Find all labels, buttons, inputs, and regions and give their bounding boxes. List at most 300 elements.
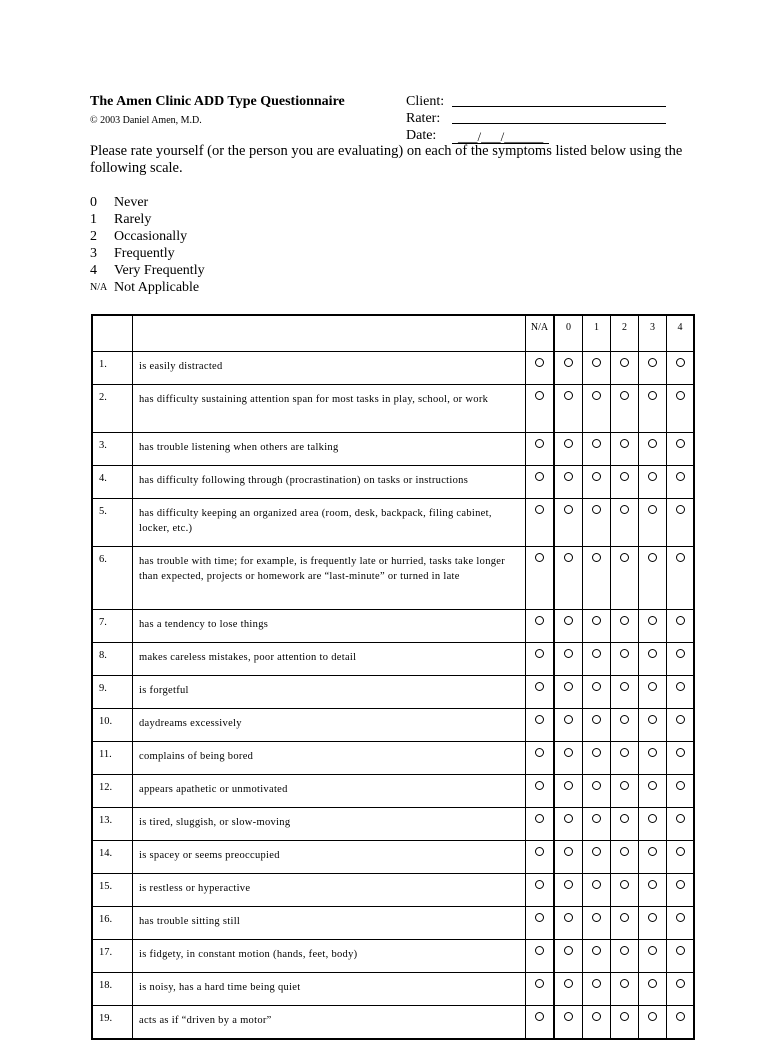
rating-radio-circle[interactable]	[648, 979, 657, 988]
rating-cell	[526, 352, 555, 385]
scale-label: Frequently	[114, 246, 175, 261]
scale-key: 2	[90, 229, 97, 244]
rating-cell	[526, 676, 555, 709]
item-number: 3.	[92, 433, 133, 466]
rating-cell	[554, 1006, 583, 1040]
table-row	[92, 841, 694, 874]
rating-radio-circle[interactable]	[592, 616, 601, 625]
rating-radio-circle[interactable]	[620, 880, 629, 889]
table-row	[92, 973, 694, 1006]
item-number: 5.	[92, 499, 133, 547]
rating-cell	[667, 676, 695, 709]
rating-cell	[526, 940, 555, 973]
rating-radio-circle[interactable]	[648, 358, 657, 367]
rating-radio-circle[interactable]	[592, 781, 601, 790]
rating-radio-circle[interactable]	[676, 553, 685, 562]
rating-cell	[583, 643, 611, 676]
rating-radio-circle[interactable]	[592, 358, 601, 367]
rating-cell	[526, 433, 555, 466]
item-number: 11.	[92, 742, 133, 775]
rating-cell	[526, 547, 555, 610]
item-number: 18.	[92, 973, 133, 1006]
scale-label: Rarely	[114, 212, 152, 227]
client-label: Client:	[406, 94, 445, 109]
rating-radio-circle[interactable]	[620, 748, 629, 757]
rating-cell	[639, 466, 667, 499]
rating-cell	[583, 433, 611, 466]
rating-cell	[639, 499, 667, 547]
item-number: 9.	[92, 676, 133, 709]
rating-radio-circle[interactable]	[676, 439, 685, 448]
rating-radio-circle[interactable]	[648, 472, 657, 481]
scale-key: N/A	[90, 282, 108, 293]
item-text: has trouble sitting still	[133, 907, 526, 940]
item-number: 7.	[92, 610, 133, 643]
copyright-notice: © 2003 Daniel Amen, M.D.	[90, 115, 202, 126]
rating-cell	[554, 499, 583, 547]
rating-cell	[667, 709, 695, 742]
rating-cell	[611, 352, 639, 385]
rating-cell	[526, 775, 555, 808]
rating-radio-circle[interactable]	[620, 1012, 629, 1021]
rating-cell	[611, 466, 639, 499]
rating-radio-circle[interactable]	[564, 814, 573, 823]
rating-radio-circle[interactable]	[592, 649, 601, 658]
rating-radio-circle[interactable]	[676, 781, 685, 790]
questionnaire-table	[91, 314, 695, 1040]
instructions-text: Please rate yourself (or the person you are evaluating) on each of the symptoms listed below using the following scale.	[90, 143, 683, 176]
rating-radio-circle[interactable]	[620, 682, 629, 691]
rating-cell	[667, 1006, 695, 1040]
rating-radio-circle[interactable]	[676, 358, 685, 367]
rating-radio-circle[interactable]	[535, 748, 544, 757]
rating-radio-circle[interactable]	[535, 649, 544, 658]
rating-radio-circle[interactable]	[564, 781, 573, 790]
rating-radio-circle[interactable]	[592, 391, 601, 400]
rating-cell	[611, 433, 639, 466]
header-left	[90, 93, 345, 128]
rating-cell	[554, 742, 583, 775]
rating-cell	[583, 610, 611, 643]
rating-radio-circle[interactable]	[676, 715, 685, 724]
rating-radio-circle[interactable]	[564, 505, 573, 514]
rating-cell	[639, 547, 667, 610]
column-header: 2	[611, 315, 639, 352]
rating-radio-circle[interactable]	[564, 439, 573, 448]
rating-cell	[583, 907, 611, 940]
rating-cell	[526, 742, 555, 775]
rating-radio-circle[interactable]	[676, 814, 685, 823]
table-row	[92, 940, 694, 973]
item-text: is fidgety, in constant motion (hands, feet, body)	[133, 940, 526, 973]
rating-cell	[667, 433, 695, 466]
rating-cell	[667, 907, 695, 940]
rating-radio-circle[interactable]	[648, 781, 657, 790]
rating-cell	[611, 775, 639, 808]
client-field[interactable]	[452, 94, 666, 107]
table-row	[92, 643, 694, 676]
item-text: is forgetful	[133, 676, 526, 709]
rating-radio-circle[interactable]	[676, 472, 685, 481]
rating-radio-circle[interactable]	[564, 748, 573, 757]
item-text: makes careless mistakes, poor attention to detail	[133, 643, 526, 676]
rating-radio-circle[interactable]	[620, 781, 629, 790]
rating-radio-circle[interactable]	[564, 913, 573, 922]
column-header: N/A	[526, 315, 555, 352]
rating-radio-circle[interactable]	[676, 649, 685, 658]
rating-cell	[583, 499, 611, 547]
rating-cell	[611, 841, 639, 874]
rating-cell	[667, 808, 695, 841]
rating-radio-circle[interactable]	[648, 553, 657, 562]
rating-cell	[554, 547, 583, 610]
table-header-row	[92, 315, 694, 352]
rating-radio-circle[interactable]	[620, 553, 629, 562]
rating-radio-circle[interactable]	[564, 391, 573, 400]
rating-cell	[583, 973, 611, 1006]
date-field[interactable]: ___/___/______	[452, 130, 549, 144]
rating-cell	[667, 610, 695, 643]
rater-field[interactable]	[452, 111, 666, 124]
rating-radio-circle[interactable]	[648, 391, 657, 400]
rating-radio-circle[interactable]	[592, 472, 601, 481]
rating-cell	[611, 940, 639, 973]
rating-cell	[583, 1006, 611, 1040]
rating-radio-circle[interactable]	[648, 913, 657, 922]
rating-cell	[611, 610, 639, 643]
rating-cell	[554, 385, 583, 433]
rating-cell	[526, 466, 555, 499]
rating-cell	[583, 940, 611, 973]
rating-radio-circle[interactable]	[676, 505, 685, 514]
table-row	[92, 499, 694, 547]
rating-radio-circle[interactable]	[648, 847, 657, 856]
scale-item	[90, 194, 205, 211]
table-row	[92, 907, 694, 940]
rating-radio-circle[interactable]	[564, 1012, 573, 1021]
item-number: 6.	[92, 547, 133, 610]
rating-cell	[611, 742, 639, 775]
rating-cell	[639, 907, 667, 940]
rating-radio-circle[interactable]	[564, 847, 573, 856]
rating-radio-circle[interactable]	[620, 715, 629, 724]
rating-cell	[611, 1006, 639, 1040]
table-row	[92, 433, 694, 466]
rating-cell	[639, 940, 667, 973]
scale-label: Never	[114, 195, 149, 210]
item-number: 16.	[92, 907, 133, 940]
rating-cell	[583, 775, 611, 808]
rating-cell	[639, 643, 667, 676]
rating-cell	[667, 643, 695, 676]
rating-radio-circle[interactable]	[620, 391, 629, 400]
rating-radio-circle[interactable]	[676, 391, 685, 400]
rating-cell	[639, 610, 667, 643]
item-number: 14.	[92, 841, 133, 874]
rating-cell	[583, 547, 611, 610]
rating-cell	[639, 742, 667, 775]
scale-label: Not Applicable	[114, 280, 200, 295]
rating-radio-circle[interactable]	[648, 616, 657, 625]
rating-cell	[611, 643, 639, 676]
scale-key: 3	[90, 246, 97, 261]
rating-cell	[667, 973, 695, 1006]
rating-cell	[583, 676, 611, 709]
rating-radio-circle[interactable]	[648, 682, 657, 691]
rating-radio-circle[interactable]	[535, 847, 544, 856]
rating-cell	[611, 973, 639, 1006]
rating-radio-circle[interactable]	[592, 880, 601, 889]
document-title: The Amen Clinic ADD Type Questionnaire	[90, 94, 345, 109]
rater-row	[406, 110, 666, 127]
rating-radio-circle[interactable]	[535, 616, 544, 625]
rating-radio-circle[interactable]	[676, 880, 685, 889]
table-row	[92, 808, 694, 841]
scale-item	[90, 279, 205, 296]
item-number: 10.	[92, 709, 133, 742]
item-number: 1.	[92, 352, 133, 385]
rating-radio-circle[interactable]	[676, 748, 685, 757]
rating-cell	[526, 385, 555, 433]
rating-cell	[639, 1006, 667, 1040]
item-text: acts as if “driven by a motor”	[133, 1006, 526, 1040]
item-text: has trouble listening when others are talking	[133, 433, 526, 466]
item-text: has difficulty following through (procrastination) on tasks or instructions	[133, 466, 526, 499]
rating-radio-circle[interactable]	[535, 682, 544, 691]
rating-cell	[611, 808, 639, 841]
item-number: 12.	[92, 775, 133, 808]
rating-radio-circle[interactable]	[648, 715, 657, 724]
item-number: 19.	[92, 1006, 133, 1040]
rating-radio-circle[interactable]	[620, 358, 629, 367]
table-row	[92, 1006, 694, 1040]
rating-radio-circle[interactable]	[648, 1012, 657, 1021]
scale-label: Very Frequently	[114, 263, 205, 278]
column-header: 1	[583, 315, 611, 352]
rating-cell	[667, 940, 695, 973]
rating-radio-circle[interactable]	[676, 616, 685, 625]
rating-radio-circle[interactable]	[564, 616, 573, 625]
table-row	[92, 547, 694, 610]
scale-item	[90, 262, 205, 279]
rating-cell	[667, 841, 695, 874]
rating-cell	[667, 547, 695, 610]
rating-cell	[583, 808, 611, 841]
rating-cell	[639, 385, 667, 433]
table-row	[92, 466, 694, 499]
item-text: has a tendency to lose things	[133, 610, 526, 643]
rating-radio-circle[interactable]	[564, 682, 573, 691]
rating-radio-circle[interactable]	[535, 439, 544, 448]
rating-radio-circle[interactable]	[535, 880, 544, 889]
rating-cell	[583, 709, 611, 742]
rating-cell	[639, 973, 667, 1006]
column-header: 4	[667, 315, 695, 352]
table-row	[92, 352, 694, 385]
rating-cell	[583, 352, 611, 385]
rating-cell	[611, 547, 639, 610]
rating-radio-circle[interactable]	[620, 439, 629, 448]
rating-radio-circle[interactable]	[592, 505, 601, 514]
item-text: has trouble with time; for example, is frequently late or hurried, tasks take longer than expected, projects or homework are “last-minute” or turned in late	[133, 547, 526, 610]
rating-cell	[667, 742, 695, 775]
item-text: is easily distracted	[133, 352, 526, 385]
rating-radio-circle[interactable]	[592, 814, 601, 823]
header-blank-cell	[133, 315, 526, 352]
table-row	[92, 775, 694, 808]
rating-cell	[667, 352, 695, 385]
rating-cell	[639, 874, 667, 907]
rating-cell	[611, 874, 639, 907]
rating-radio-circle[interactable]	[676, 682, 685, 691]
rating-cell	[583, 385, 611, 433]
item-text: appears apathetic or unmotivated	[133, 775, 526, 808]
date-label: Date:	[406, 128, 437, 143]
rating-radio-circle[interactable]	[676, 979, 685, 988]
table-row	[92, 610, 694, 643]
item-text: is spacey or seems preoccupied	[133, 841, 526, 874]
rating-cell	[611, 385, 639, 433]
rating-radio-circle[interactable]	[564, 649, 573, 658]
rating-radio-circle[interactable]	[648, 649, 657, 658]
rating-radio-circle[interactable]	[620, 979, 629, 988]
rating-radio-circle[interactable]	[620, 505, 629, 514]
rating-radio-circle[interactable]	[535, 814, 544, 823]
rating-radio-circle[interactable]	[648, 748, 657, 757]
item-number: 17.	[92, 940, 133, 973]
rating-radio-circle[interactable]	[592, 439, 601, 448]
rating-cell	[667, 499, 695, 547]
rating-radio-circle[interactable]	[648, 880, 657, 889]
rating-cell	[526, 973, 555, 1006]
rating-cell	[554, 973, 583, 1006]
item-number: 8.	[92, 643, 133, 676]
item-text: complains of being bored	[133, 742, 526, 775]
rating-cell	[583, 466, 611, 499]
rating-radio-circle[interactable]	[648, 505, 657, 514]
rating-cell	[554, 676, 583, 709]
rating-radio-circle[interactable]	[564, 358, 573, 367]
rating-cell	[583, 841, 611, 874]
rating-cell	[639, 841, 667, 874]
rating-radio-circle[interactable]	[535, 358, 544, 367]
rating-radio-circle[interactable]	[535, 472, 544, 481]
table-row	[92, 385, 694, 433]
rating-radio-circle[interactable]	[564, 553, 573, 562]
rating-cell	[526, 841, 555, 874]
rating-radio-circle[interactable]	[592, 715, 601, 724]
rating-radio-circle[interactable]	[535, 946, 544, 955]
rating-cell	[526, 499, 555, 547]
rating-cell	[526, 643, 555, 676]
rating-cell	[554, 352, 583, 385]
rating-radio-circle[interactable]	[620, 472, 629, 481]
item-number: 2.	[92, 385, 133, 433]
rating-cell	[667, 466, 695, 499]
rating-radio-circle[interactable]	[564, 979, 573, 988]
rating-radio-circle[interactable]	[676, 847, 685, 856]
rating-radio-circle[interactable]	[648, 439, 657, 448]
rating-cell	[526, 610, 555, 643]
rating-radio-circle[interactable]	[620, 616, 629, 625]
rating-radio-circle[interactable]	[620, 913, 629, 922]
rating-cell	[554, 775, 583, 808]
scale-label: Occasionally	[114, 229, 188, 244]
item-number: 13.	[92, 808, 133, 841]
rating-radio-circle[interactable]	[648, 946, 657, 955]
rating-radio-circle[interactable]	[535, 781, 544, 790]
rating-cell	[611, 907, 639, 940]
rating-cell	[554, 841, 583, 874]
rating-radio-circle[interactable]	[676, 1012, 685, 1021]
rating-radio-circle[interactable]	[564, 946, 573, 955]
rating-radio-circle[interactable]	[535, 913, 544, 922]
rating-radio-circle[interactable]	[592, 979, 601, 988]
rating-cell	[554, 874, 583, 907]
rating-radio-circle[interactable]	[592, 682, 601, 691]
column-header: 0	[554, 315, 583, 352]
rating-radio-circle[interactable]	[535, 979, 544, 988]
scale-key: 0	[90, 195, 97, 210]
rating-cell	[583, 874, 611, 907]
rating-radio-circle[interactable]	[535, 715, 544, 724]
rating-radio-circle[interactable]	[620, 946, 629, 955]
rating-cell	[611, 709, 639, 742]
rating-radio-circle[interactable]	[564, 715, 573, 724]
rating-cell	[667, 874, 695, 907]
column-header: 3	[639, 315, 667, 352]
rating-cell	[611, 676, 639, 709]
rating-cell	[667, 775, 695, 808]
rating-radio-circle[interactable]	[592, 1012, 601, 1021]
rating-cell	[611, 499, 639, 547]
rating-cell	[526, 709, 555, 742]
item-number: 15.	[92, 874, 133, 907]
client-row	[406, 93, 666, 110]
rating-radio-circle[interactable]	[535, 391, 544, 400]
rating-cell	[554, 466, 583, 499]
table-row	[92, 676, 694, 709]
item-number: 4.	[92, 466, 133, 499]
rating-radio-circle[interactable]	[620, 649, 629, 658]
item-text: is tired, sluggish, or slow-moving	[133, 808, 526, 841]
rating-cell	[639, 433, 667, 466]
rating-radio-circle[interactable]	[535, 505, 544, 514]
table-row	[92, 874, 694, 907]
table-row	[92, 742, 694, 775]
rating-radio-circle[interactable]	[535, 553, 544, 562]
rating-radio-circle[interactable]	[676, 913, 685, 922]
rating-cell	[639, 676, 667, 709]
rating-radio-circle[interactable]	[564, 880, 573, 889]
scale-item	[90, 211, 205, 228]
rating-cell	[554, 907, 583, 940]
rating-radio-circle[interactable]	[592, 946, 601, 955]
rating-cell	[554, 643, 583, 676]
rating-radio-circle[interactable]	[620, 847, 629, 856]
rating-radio-circle[interactable]	[592, 553, 601, 562]
rating-radio-circle[interactable]	[535, 1012, 544, 1021]
rating-radio-circle[interactable]	[592, 748, 601, 757]
rating-radio-circle[interactable]	[648, 814, 657, 823]
rating-radio-circle[interactable]	[676, 946, 685, 955]
rating-radio-circle[interactable]	[564, 472, 573, 481]
item-text: has difficulty keeping an organized area (room, desk, backpack, filing cabinet, locker, etc.)	[133, 499, 526, 547]
rating-radio-circle[interactable]	[620, 814, 629, 823]
rating-scale-legend	[90, 194, 205, 296]
rating-radio-circle[interactable]	[592, 913, 601, 922]
rating-radio-circle[interactable]	[592, 847, 601, 856]
